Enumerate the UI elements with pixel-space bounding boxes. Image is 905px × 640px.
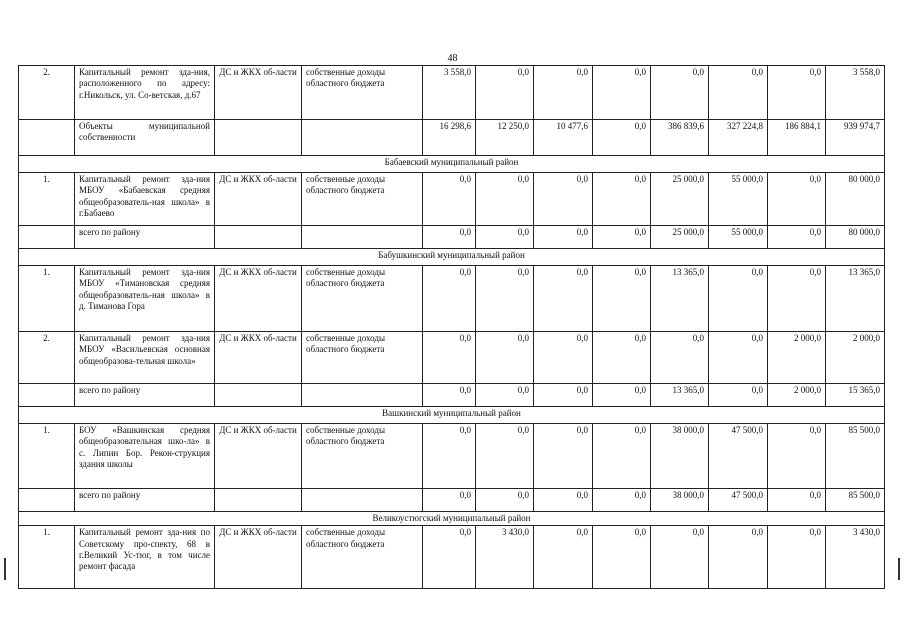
value-cell: 0,0 — [423, 226, 476, 249]
value-cell: 0,0 — [709, 66, 768, 120]
object-name: Капитальный ремонт зда-ния МБОУ «Бабаевская средняя общеобразователь-ная школа» в г.Бабаево — [75, 173, 215, 226]
funding-source — [302, 489, 423, 512]
value-cell: 0,0 — [476, 266, 534, 332]
total-row — [19, 226, 885, 249]
value-cell: 0,0 — [476, 489, 534, 512]
total-row — [19, 384, 885, 407]
value-cell: 0,0 — [423, 266, 476, 332]
total-row — [19, 489, 885, 512]
row-number — [19, 120, 75, 156]
funding-source: собственные доходы областного бюджета — [302, 173, 423, 226]
value-cell: 0,0 — [593, 120, 651, 156]
district-header-row — [19, 512, 885, 526]
executor — [215, 226, 302, 249]
executor — [215, 120, 302, 156]
value-cell: 3 430,0 — [826, 526, 885, 589]
funding-source — [302, 226, 423, 249]
value-cell: 3 430,0 — [476, 526, 534, 589]
value-cell: 0,0 — [768, 266, 826, 332]
row-number — [19, 226, 75, 249]
value-cell: 85 500,0 — [826, 424, 885, 489]
value-cell: 0,0 — [709, 384, 768, 407]
page-number: 48 — [447, 53, 458, 64]
row-number: 1. — [19, 526, 75, 589]
value-cell: 0,0 — [476, 173, 534, 226]
value-cell: 15 365,0 — [826, 384, 885, 407]
value-cell: 0,0 — [593, 384, 651, 407]
value-cell: 0,0 — [476, 66, 534, 120]
value-cell: 327 224,8 — [709, 120, 768, 156]
value-cell: 0,0 — [423, 526, 476, 589]
funding-source: собственные доходы областного бюджета — [302, 332, 423, 384]
value-cell: 10 477,6 — [534, 120, 593, 156]
value-cell: 0,0 — [423, 424, 476, 489]
value-cell: 0,0 — [593, 173, 651, 226]
value-cell: 0,0 — [651, 526, 709, 589]
value-cell: 0,0 — [534, 384, 593, 407]
value-cell: 38 000,0 — [651, 424, 709, 489]
value-cell: 0,0 — [423, 332, 476, 384]
value-cell: 0,0 — [534, 424, 593, 489]
value-cell: 47 500,0 — [709, 424, 768, 489]
right-edge-mark — [898, 558, 900, 580]
executor: ДС и ЖКХ об-ласти — [215, 266, 302, 332]
value-cell: 0,0 — [593, 332, 651, 384]
row-number: 1. — [19, 424, 75, 489]
table-row — [19, 266, 885, 332]
value-cell: 939 974,7 — [826, 120, 885, 156]
value-cell: 55 000,0 — [709, 226, 768, 249]
funding-source — [302, 120, 423, 156]
executor: ДС и ЖКХ об-ласти — [215, 66, 302, 120]
value-cell: 0,0 — [423, 384, 476, 407]
object-name: Капитальный ремонт зда-ния МБОУ «Васильевская основная общеобразова-тельная школа» — [75, 332, 215, 384]
value-cell: 0,0 — [476, 332, 534, 384]
value-cell: 13 365,0 — [826, 266, 885, 332]
total-label: всего по району — [75, 226, 215, 249]
object-name: Капитальный ремонт зда-ния по Советскому про-спекту, 68 в г.Великий Ус-тюг, в том числе ремонт фасада — [75, 526, 215, 589]
value-cell: 0,0 — [423, 489, 476, 512]
value-cell: 2 000,0 — [768, 332, 826, 384]
value-cell: 47 500,0 — [709, 489, 768, 512]
total-label: всего по району — [75, 489, 215, 512]
district-title: Бабушкинский муниципальный район — [19, 249, 885, 266]
value-cell: 0,0 — [476, 226, 534, 249]
value-cell: 3 558,0 — [423, 66, 476, 120]
funding-source: собственные доходы областного бюджета — [302, 424, 423, 489]
object-name: Капитальный ремонт зда-ния МБОУ «Тимановская средняя общеобразователь-ная школа» в д. Тиманова Гора — [75, 266, 215, 332]
value-cell: 12 250,0 — [476, 120, 534, 156]
total-row — [19, 120, 885, 156]
executor: ДС и ЖКХ об-ласти — [215, 424, 302, 489]
object-name: Капитальный ремонт зда-ния, расположенного по адресу: г.Никольск, ул. Со-ветская, д.67 — [75, 66, 215, 120]
value-cell: 0,0 — [593, 226, 651, 249]
value-cell: 0,0 — [768, 489, 826, 512]
value-cell: 80 000,0 — [826, 173, 885, 226]
value-cell: 0,0 — [534, 226, 593, 249]
value-cell: 55 000,0 — [709, 173, 768, 226]
funding-source: собственные доходы областного бюджета — [302, 526, 423, 589]
table-row — [19, 66, 885, 120]
value-cell: 0,0 — [709, 266, 768, 332]
value-cell: 2 000,0 — [826, 332, 885, 384]
value-cell: 0,0 — [593, 489, 651, 512]
left-edge-mark — [4, 558, 6, 580]
value-cell: 0,0 — [534, 266, 593, 332]
value-cell: 0,0 — [593, 526, 651, 589]
row-number — [19, 384, 75, 407]
value-cell: 2 000,0 — [768, 384, 826, 407]
funding-source: собственные доходы областного бюджета — [302, 266, 423, 332]
district-header-row — [19, 407, 885, 424]
value-cell: 80 000,0 — [826, 226, 885, 249]
executor: ДС и ЖКХ об-ласти — [215, 173, 302, 226]
executor — [215, 384, 302, 407]
value-cell: 0,0 — [593, 66, 651, 120]
value-cell: 0,0 — [534, 526, 593, 589]
value-cell: 0,0 — [593, 266, 651, 332]
row-number: 1. — [19, 266, 75, 332]
value-cell: 38 000,0 — [651, 489, 709, 512]
value-cell: 0,0 — [768, 424, 826, 489]
table-row — [19, 173, 885, 226]
object-name: БОУ «Вашкинская средняя общеобразовательная шко-ла» в с. Липин Бор. Рекон-струкция здания школы — [75, 424, 215, 489]
value-cell: 0,0 — [768, 173, 826, 226]
district-title: Великоустюгский муниципальный район — [19, 512, 885, 526]
funding-source — [302, 384, 423, 407]
total-label: всего по району — [75, 384, 215, 407]
executor: ДС и ЖКХ об-ласти — [215, 332, 302, 384]
value-cell: 0,0 — [651, 66, 709, 120]
value-cell: 3 558,0 — [826, 66, 885, 120]
district-title: Вашкинский муниципальный район — [19, 407, 885, 424]
value-cell: 25 000,0 — [651, 226, 709, 249]
funding-source: собственные доходы областного бюджета — [302, 66, 423, 120]
value-cell: 0,0 — [534, 66, 593, 120]
value-cell: 13 365,0 — [651, 384, 709, 407]
table-row — [19, 332, 885, 384]
row-number — [19, 489, 75, 512]
table-row — [19, 526, 885, 589]
budget-table — [18, 65, 885, 589]
value-cell: 0,0 — [534, 489, 593, 512]
value-cell: 0,0 — [593, 424, 651, 489]
total-label: Объекты муниципальной собственности — [75, 120, 215, 156]
value-cell: 0,0 — [534, 332, 593, 384]
value-cell: 0,0 — [476, 424, 534, 489]
value-cell: 386 839,6 — [651, 120, 709, 156]
district-title: Бабаевский муниципальный район — [19, 156, 885, 173]
row-number: 2. — [19, 332, 75, 384]
district-header-row — [19, 249, 885, 266]
value-cell: 85 500,0 — [826, 489, 885, 512]
value-cell: 0,0 — [476, 384, 534, 407]
executor — [215, 489, 302, 512]
value-cell: 0,0 — [768, 526, 826, 589]
value-cell: 0,0 — [768, 66, 826, 120]
row-number: 1. — [19, 173, 75, 226]
value-cell: 0,0 — [651, 332, 709, 384]
table-row — [19, 424, 885, 489]
row-number: 2. — [19, 66, 75, 120]
value-cell: 16 298,6 — [423, 120, 476, 156]
value-cell: 0,0 — [768, 226, 826, 249]
district-header-row — [19, 156, 885, 173]
value-cell: 0,0 — [709, 526, 768, 589]
value-cell: 13 365,0 — [651, 266, 709, 332]
value-cell: 0,0 — [423, 173, 476, 226]
executor: ДС и ЖКХ об-ласти — [215, 526, 302, 589]
value-cell: 0,0 — [534, 173, 593, 226]
value-cell: 186 884,1 — [768, 120, 826, 156]
value-cell: 25 000,0 — [651, 173, 709, 226]
value-cell: 0,0 — [709, 332, 768, 384]
